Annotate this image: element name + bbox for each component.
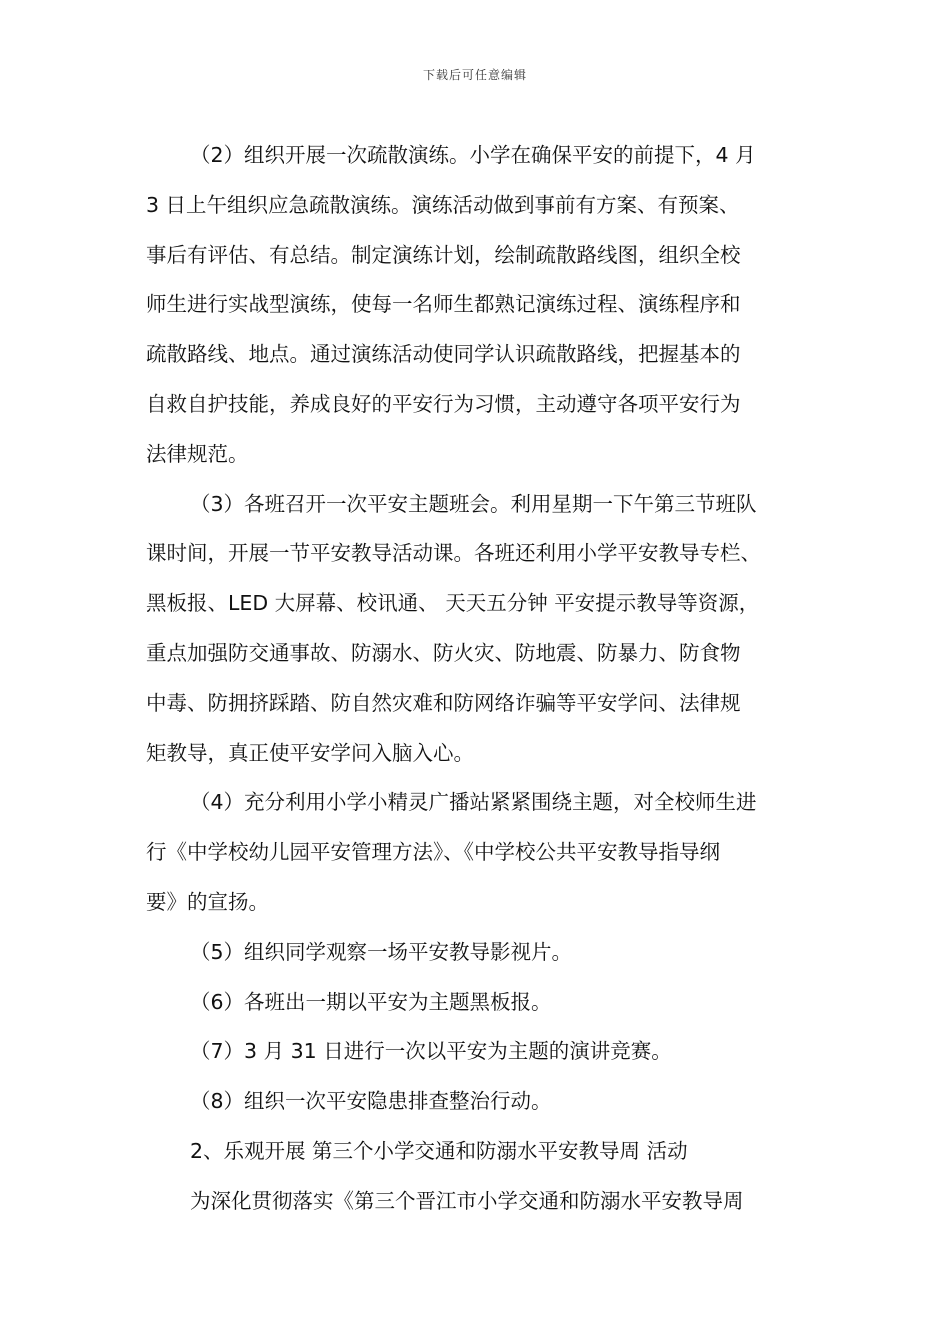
text-line: 行《中学校幼儿园平安管理方法》、《中学校公共平安教导指导纲 <box>146 840 720 865</box>
text-line: 事后有评估、有总结。制定演练计划，绘制疏散路线图，组织全校 <box>146 242 741 267</box>
text-line: 自救自护技能，养成良好的平安行为习惯，主动遵守各项平安行为 <box>146 391 741 416</box>
text-line: （4）充分利用小学小精灵广播站紧紧围绕主题，对全校师生进 <box>190 790 757 815</box>
text-line: 要》的宣扬。 <box>146 889 269 914</box>
page-header: 下载后可任意编辑 <box>422 68 527 82</box>
text-line: （7）3 月 31 日进行一次以平安为主题的演讲竞赛。 <box>190 1039 672 1064</box>
text-line: （5）组织同学观察一场平安教导影视片。 <box>190 939 573 964</box>
text-line: 2、乐观开展 第三个小学交通和防溺水平安教导周 活动 <box>190 1138 688 1163</box>
text-line: 3 日上午组织应急疏散演练。演练活动做到事前有方案、有预案、 <box>146 192 740 217</box>
text-line: 课时间，开展一节平安教导活动课。各班还利用小学平安教导专栏、 <box>146 541 761 566</box>
text-line: 师生进行实战型演练，使每一名师生都熟记演练过程、演练程序和 <box>146 292 741 317</box>
text-line: （6）各班出一期以平安为主题黑板报。 <box>190 989 552 1014</box>
text-line: 为深化贯彻落实《第三个晋江市小学交通和防溺水平安教导周 <box>190 1188 744 1213</box>
text-line: 疏散路线、地点。通过演练活动使同学认识疏散路线，把握基本的 <box>146 342 741 367</box>
text-line: （3）各班召开一次平安主题班会。利用星期一下午第三节班队 <box>190 491 757 516</box>
text-line: 法律规范。 <box>146 441 249 466</box>
document-body <box>146 131 810 1227</box>
text-line: 中毒、防拥挤踩踏、防自然灾难和防网络诈骗等平安学问、法律规 <box>146 690 741 715</box>
text-line: 重点加强防交通事故、防溺水、防火灾、防地震、防暴力、防食物 <box>146 640 741 665</box>
text-line: （8）组织一次平安隐患排查整治行动。 <box>190 1089 552 1114</box>
text-line: 矩教导，真正使平安学问入脑入心。 <box>146 740 474 765</box>
text-line: 黑板报、LED 大屏幕、校讯通、 天天五分钟 平安提示教导等资源， <box>146 591 760 616</box>
text-line: （2）组织开展一次疏散演练。小学在确保平安的前提下，4 月 <box>190 143 756 167</box>
